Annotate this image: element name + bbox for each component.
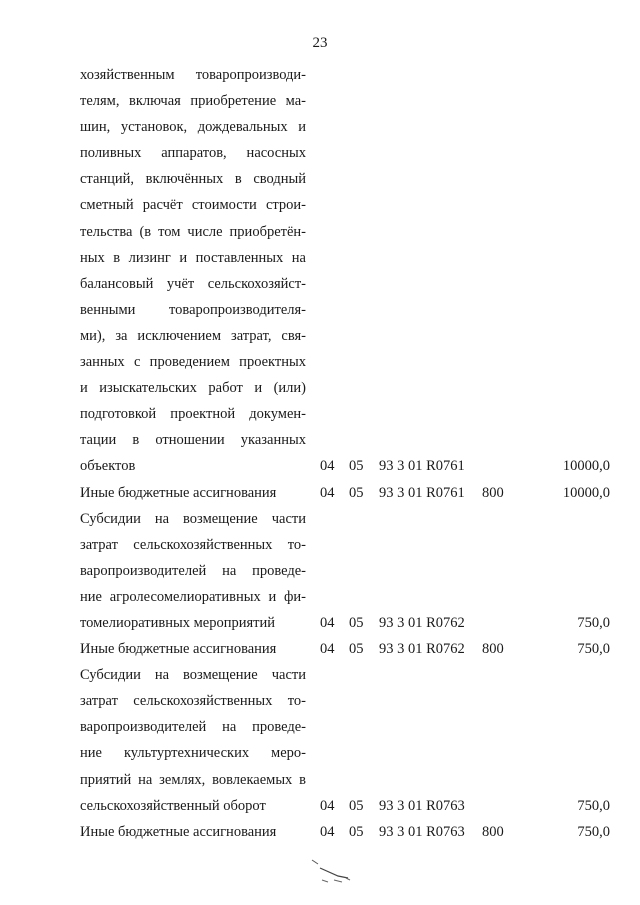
target-article-code: 93 3 01 R0762 — [379, 641, 465, 658]
scan-mark — [308, 856, 358, 892]
target-article-code: 93 3 01 R0761 — [379, 484, 465, 501]
description-line: ние культуртехнических меро- — [80, 745, 306, 762]
subsection-code: 05 — [349, 614, 364, 631]
description-line: сметный расчёт стоимости строи- — [80, 197, 306, 214]
description-line: шин, установок, дождевальных и — [80, 119, 306, 136]
row-description — [80, 636, 306, 662]
description-line: балансовый учёт сельскохозяйст- — [80, 275, 306, 292]
amount-value: 750,0 — [577, 823, 610, 840]
section-code: 04 — [320, 458, 335, 475]
subsection-code: 05 — [349, 641, 364, 658]
table-row — [80, 819, 610, 845]
table-row — [80, 506, 610, 636]
table-row — [80, 636, 610, 662]
subsection-code: 05 — [349, 823, 364, 840]
target-article-code: 93 3 01 R0761 — [379, 458, 465, 475]
description-line: ние агролесомелиоративных и фи- — [80, 588, 306, 605]
description-line: затрат сельскохозяйственных то- — [80, 536, 306, 553]
subsection-code: 05 — [349, 797, 364, 814]
table-row — [80, 62, 610, 480]
description-line: Субсидии на возмещение части — [80, 667, 306, 684]
row-description — [80, 506, 306, 636]
description-line: станций, включённых в сводный — [80, 171, 306, 188]
amount-value: 750,0 — [577, 797, 610, 814]
description-line: приятий на землях, вовлекаемых в — [80, 771, 306, 788]
description-line: поливных аппаратов, насосных — [80, 145, 306, 162]
description-line: тельства (в том числе приобретён- — [80, 223, 306, 240]
row-description — [80, 62, 306, 480]
section-code: 04 — [320, 641, 335, 658]
description-line: хозяйственным товаропроизводи- — [80, 67, 306, 83]
description-line: венными товаропроизводителя- — [80, 301, 306, 318]
table-row — [80, 480, 610, 506]
description-line: телям, включая приобретение ма- — [80, 93, 306, 110]
amount-value: 750,0 — [577, 641, 610, 658]
subsection-code: 05 — [349, 458, 364, 475]
target-article-code: 93 3 01 R0763 — [379, 797, 465, 814]
section-code: 04 — [320, 484, 335, 501]
description-line: затрат сельскохозяйственных то- — [80, 693, 306, 710]
table-row — [80, 662, 610, 819]
section-code: 04 — [320, 614, 335, 631]
description-line: варопроизводителей на проведе- — [80, 719, 306, 736]
expense-type-code: 800 — [482, 823, 504, 840]
amount-value: 750,0 — [577, 614, 610, 631]
description-line: Иные бюджетные ассигнования — [80, 641, 277, 658]
amount-value: 10000,0 — [562, 458, 610, 475]
row-description — [80, 819, 306, 845]
description-line: ми), за исключением затрат, свя- — [80, 327, 306, 344]
section-code: 04 — [320, 797, 335, 814]
description-line: варопроизводителей на проведе- — [80, 562, 306, 579]
description-line: и изыскательских работ и (или) — [80, 380, 306, 397]
description-line: подготовкой проектной докумен- — [80, 406, 306, 423]
row-description — [80, 480, 306, 506]
description-line: Субсидии на возмещение части — [80, 510, 306, 527]
budget-table — [80, 62, 610, 845]
description-line: тации в отношении указанных — [80, 432, 306, 449]
target-article-code: 93 3 01 R0763 — [379, 823, 465, 840]
subsection-code: 05 — [349, 484, 364, 501]
expense-type-code: 800 — [482, 484, 504, 501]
description-line: занных с проведением проектных — [80, 354, 306, 371]
description-line: сельскохозяйственный оборот — [80, 797, 266, 814]
target-article-code: 93 3 01 R0762 — [379, 614, 465, 631]
description-line: Иные бюджетные ассигнования — [80, 484, 277, 501]
page-number: 23 — [312, 35, 328, 51]
description-line: ных в лизинг и поставленных на — [80, 249, 306, 266]
description-line: Иные бюджетные ассигнования — [80, 823, 277, 840]
expense-type-code: 800 — [482, 641, 504, 658]
section-code: 04 — [320, 823, 335, 840]
amount-value: 10000,0 — [562, 484, 610, 501]
description-line: объектов — [80, 458, 136, 475]
description-line: томелиоративных мероприятий — [80, 614, 276, 631]
row-description — [80, 662, 306, 819]
